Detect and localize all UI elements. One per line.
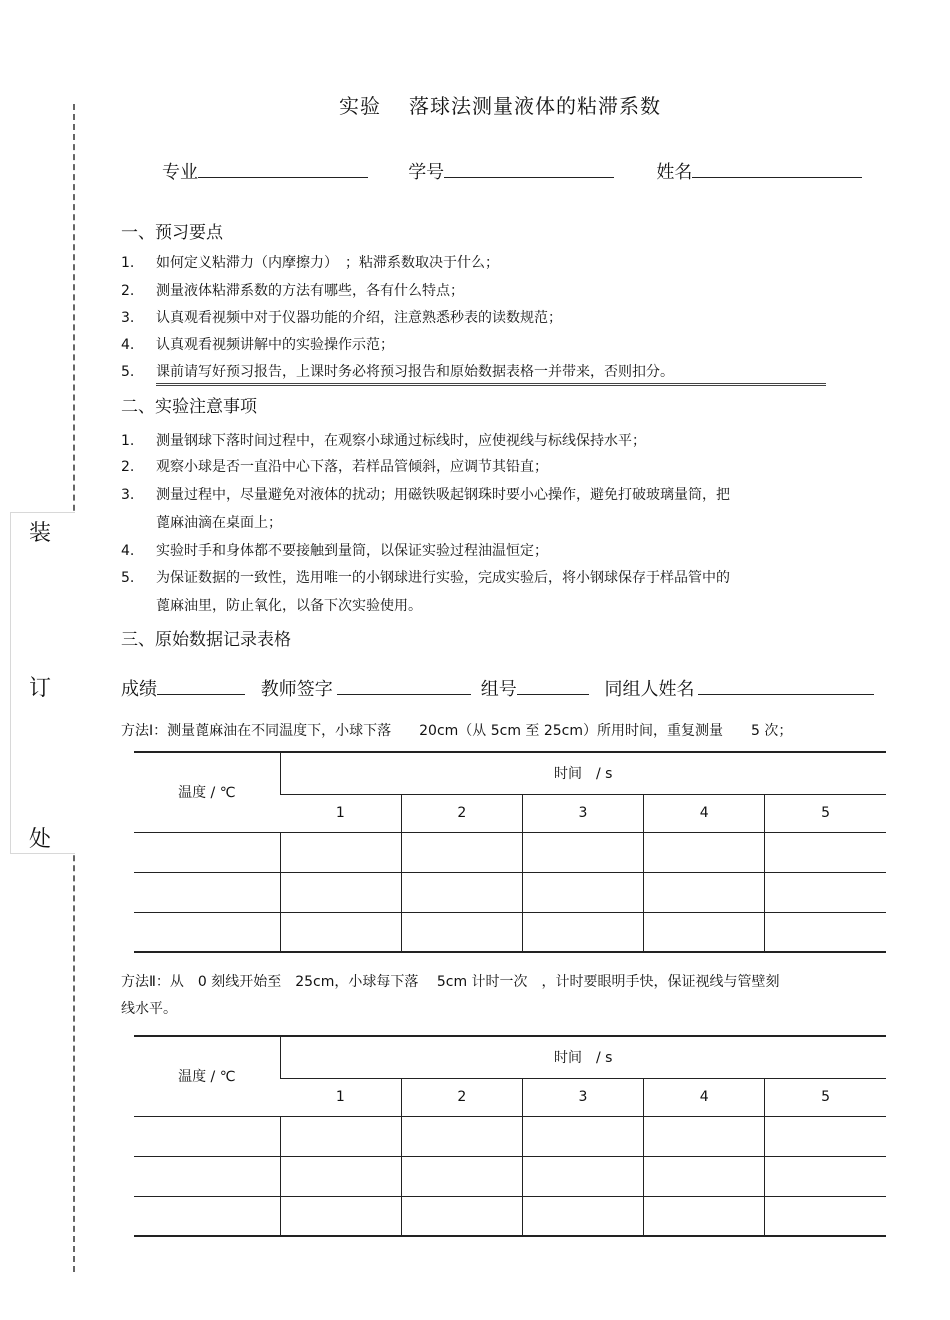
list-item: 4. 认真观看视频讲解中的实验操作示范； xyxy=(121,337,394,353)
binding-char-chu: 处 xyxy=(28,827,51,852)
list-item-continuation: 蓖麻油里，防止氧化，以备下次实验使用。 xyxy=(156,598,422,614)
table-cell[interactable] xyxy=(280,872,401,912)
list-item-highlighted: 5. 课前请写好预习报告，上课时务必将预习报告和原始数据表格一并带来，否则扣分。 xyxy=(121,359,826,386)
major-label: 专业 xyxy=(162,162,198,183)
temp-header: 温度 / ℃ xyxy=(134,752,280,832)
table-cell[interactable] xyxy=(401,912,522,952)
table-cell[interactable] xyxy=(644,1156,765,1196)
table-cell[interactable] xyxy=(765,1196,886,1236)
table-cell[interactable] xyxy=(522,1116,643,1156)
data-table-method1 xyxy=(134,751,886,953)
student-info-row xyxy=(162,158,862,184)
major-field[interactable] xyxy=(198,159,368,178)
table-cell[interactable] xyxy=(280,1196,401,1236)
list-item: 1. 测量钢球下落时间过程中，在观察小球通过标线时，应使视线与标线保持水平； xyxy=(121,433,646,449)
table-cell[interactable] xyxy=(134,912,280,952)
table-row xyxy=(134,912,886,952)
table-cell[interactable] xyxy=(401,1116,522,1156)
column-header: 1 xyxy=(280,1078,401,1116)
page-title xyxy=(0,90,950,119)
binding-char-zhuang: 装 xyxy=(28,521,51,546)
list-item: 5. 为保证数据的一致性，选用唯一的小钢球进行实验，完成实验后，将小钢球保存于样品管中的 xyxy=(121,570,730,586)
table-cell[interactable] xyxy=(134,872,280,912)
column-header: 3 xyxy=(522,794,643,832)
name-field[interactable] xyxy=(692,159,862,178)
table-cell[interactable] xyxy=(522,872,643,912)
list-item: 4. 实验时手和身体都不要接触到量筒，以保证实验过程油温恒定； xyxy=(121,543,548,559)
table-cell[interactable] xyxy=(134,832,280,872)
table-cell[interactable] xyxy=(765,1156,886,1196)
table-cell[interactable] xyxy=(644,872,765,912)
grade-label: 成绩 xyxy=(121,679,157,700)
list-item: 3. 测量过程中，尽量避免对液体的扰动；用磁铁吸起钢珠时要小心操作，避免打破玻璃量筒，把 xyxy=(121,487,730,503)
time-header: 时间 / s xyxy=(280,752,886,794)
table-cell[interactable] xyxy=(134,1156,280,1196)
table-row xyxy=(134,832,886,872)
grade-field[interactable] xyxy=(157,674,245,695)
table-cell[interactable] xyxy=(644,832,765,872)
table-cell[interactable] xyxy=(522,832,643,872)
method2-text-line2: 线水平。 xyxy=(121,1001,177,1017)
table-cell[interactable] xyxy=(134,1196,280,1236)
list-item: 2. 测量液体粘滞系数的方法有哪些，各有什么特点； xyxy=(121,283,464,299)
column-header: 5 xyxy=(765,1078,886,1116)
table-cell[interactable] xyxy=(765,832,886,872)
table-cell[interactable] xyxy=(401,1156,522,1196)
column-header: 2 xyxy=(401,794,522,832)
title-part1: 实验 xyxy=(339,94,381,118)
table-row xyxy=(134,1156,886,1196)
teacher-sign-label: 教师签字 xyxy=(260,679,333,700)
table-cell[interactable] xyxy=(280,832,401,872)
column-header: 4 xyxy=(644,794,765,832)
time-header: 时间 / s xyxy=(280,1036,886,1078)
partner-field[interactable] xyxy=(698,674,874,695)
table-cell[interactable] xyxy=(644,912,765,952)
list-item: 2. 观察小球是否一直沿中心下落，若样品管倾斜，应调节其铅直； xyxy=(121,459,548,475)
table-row xyxy=(134,872,886,912)
section2-heading: 二、实验注意事项 xyxy=(121,397,257,417)
title-part2: 落球法测量液体的粘滞系数 xyxy=(409,94,661,118)
table-cell[interactable] xyxy=(280,1156,401,1196)
group-field[interactable] xyxy=(517,674,589,695)
table-row xyxy=(134,1116,886,1156)
table-cell[interactable] xyxy=(644,1116,765,1156)
table-cell[interactable] xyxy=(644,1196,765,1236)
table-cell[interactable] xyxy=(401,832,522,872)
table-cell[interactable] xyxy=(522,1156,643,1196)
table-cell[interactable] xyxy=(765,872,886,912)
column-header: 5 xyxy=(765,794,886,832)
table-cell[interactable] xyxy=(134,1116,280,1156)
binding-char-ding: 订 xyxy=(28,676,51,701)
table-cell[interactable] xyxy=(522,912,643,952)
list-item: 1. 如何定义粘滞力（内摩擦力） ；粘滞系数取决于什么； xyxy=(121,255,499,271)
table-cell[interactable] xyxy=(522,1196,643,1236)
column-header: 3 xyxy=(522,1078,643,1116)
column-header: 2 xyxy=(401,1078,522,1116)
teacher-sign-field[interactable] xyxy=(337,674,471,695)
partner-label: 同组人姓名 xyxy=(604,679,695,700)
grade-signature-row xyxy=(121,674,884,701)
table-cell[interactable] xyxy=(401,872,522,912)
student-id-label: 学号 xyxy=(408,162,445,183)
table-cell[interactable] xyxy=(765,1116,886,1156)
table-cell[interactable] xyxy=(280,912,401,952)
column-header: 4 xyxy=(644,1078,765,1116)
table-cell[interactable] xyxy=(765,912,886,952)
table-cell[interactable] xyxy=(280,1116,401,1156)
table-row xyxy=(134,1196,886,1236)
column-header: 1 xyxy=(280,794,401,832)
method2-text-line1: 方法Ⅱ：从 0 刻线开始至 25cm，小球每下落 5cm 计时一次 ，计时要眼明手快，保证视线与管壁刻 xyxy=(121,974,780,990)
student-id-field[interactable] xyxy=(444,159,614,178)
list-item: 3. 认真观看视频中对于仪器功能的介绍，注意熟悉秒表的读数规范； xyxy=(121,310,562,326)
section1-heading: 一、预习要点 xyxy=(121,223,223,243)
table-cell[interactable] xyxy=(401,1196,522,1236)
group-label: 组号 xyxy=(480,679,517,700)
section3-heading: 三、原始数据记录表格 xyxy=(121,630,291,650)
list-item-continuation: 蓖麻油滴在桌面上； xyxy=(156,515,282,531)
name-label: 姓名 xyxy=(656,162,693,183)
method1-text: 方法Ⅰ：测量蓖麻油在不同温度下，小球下落 20cm（从 5cm 至 25cm）所用时间，重复测量 5 次； xyxy=(121,723,793,739)
temp-header: 温度 / ℃ xyxy=(134,1036,280,1116)
data-table-method2 xyxy=(134,1035,886,1237)
